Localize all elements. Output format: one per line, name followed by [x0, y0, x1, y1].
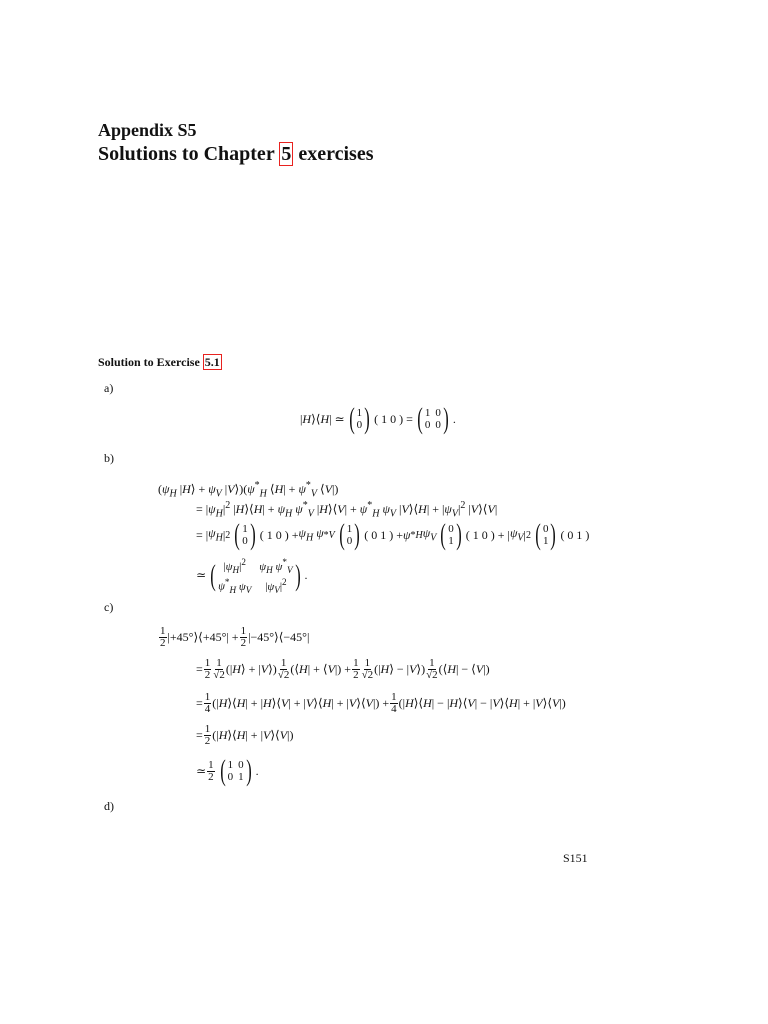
part-d-label: d) [104, 799, 114, 813]
equation-b-line3: = | $\psi_H$ | 2 ( 1 0 ) ( 1 0 ) + $\psi_H$ ψ * V ( 1 0 ) ( 0 1 ) + ψ * H $\psi_V$ ( 0 1 ) ( 1 0 ) + | $\psi_V$ | 2 ( 0 1 ) ( 0 1 ) [196, 518, 590, 551]
chapter-title-prefix: Solutions to Chapter [98, 143, 275, 165]
equation-c-line4: = $\frac{1}{2}$ (| H ⟩⟨ H | + | V ⟩⟨ V |) [196, 723, 294, 747]
equation-a: | H ⟩⟨ H | ≃ ( 1 0 ) ( 1 0 ) = ( 1 0 0 0 ) . [300, 402, 456, 435]
equation-b-line2: = $|\psi_H|^2$ |H⟩⟨H| + $\psi_H$ $\psi^*_V$ |H⟩⟨V| + $\psi^*_H$ $\psi_V$ |V⟩⟨H| + $|\psi_V|^2$ |V⟩⟨V| [196, 500, 498, 520]
page-number: S151 [563, 851, 588, 865]
equation-c-line5: ≃ $\frac{1}{2}$ ( 1 0 0 1 ) . [196, 754, 259, 787]
equation-c-line1: $\frac{1}{2}$ |+45°⟩⟨+45°| + $\frac{1}{2}$ |−45°⟩⟨−45°| [160, 625, 310, 649]
part-c-label: c) [104, 600, 114, 614]
chapter-title [98, 143, 373, 166]
solution-heading [98, 355, 222, 370]
equation-b-line4: ≃ ( $|\psi_H|^2$ $\psi_H$ $\psi^*_V$ $\psi^*_H$ $\psi_V$ $|\psi_V|^2$ ) . [196, 557, 308, 595]
equation-c-line2: = $\frac{1}{2}$ $\frac{1}{√2}$ (| H ⟩ + | V ⟩) $\frac{1}{√2}$ (⟨ H | + ⟨ V |) + $\frac{1}{2}$ $\frac{1}{√2}$ (| H ⟩ − | V ⟩) $\frac{1}{√2}$ (⟨ H | − ⟨ V |) [196, 657, 490, 681]
solution-heading-prefix: Solution to Exercise [98, 355, 200, 369]
exercise-link[interactable]: 5.1 [204, 355, 220, 369]
part-a-label: a) [104, 381, 114, 395]
equation-c-line3: = $\frac{1}{4}$ (| H ⟩⟨ H | + | H ⟩⟨ V | + | V ⟩⟨ H | + | V ⟩⟨ V |) + $\frac{1}{4}$ (| H ⟩⟨ H | − | H ⟩⟨ V | − | V ⟩⟨ H | + | V ⟩⟨ V |) [196, 691, 566, 715]
chapter-link[interactable]: 5 [281, 143, 292, 165]
appendix-label: Appendix S5 [98, 120, 197, 140]
equation-b-line1: ($\psi_H$ |H⟩ + $\psi_V$ $|V⟩)(\psi^*_H$ ⟨H| + $\psi^*_V$ ⟨V|) [158, 480, 339, 500]
part-b-label: b) [104, 451, 114, 465]
chapter-title-suffix: exercises [298, 143, 374, 165]
